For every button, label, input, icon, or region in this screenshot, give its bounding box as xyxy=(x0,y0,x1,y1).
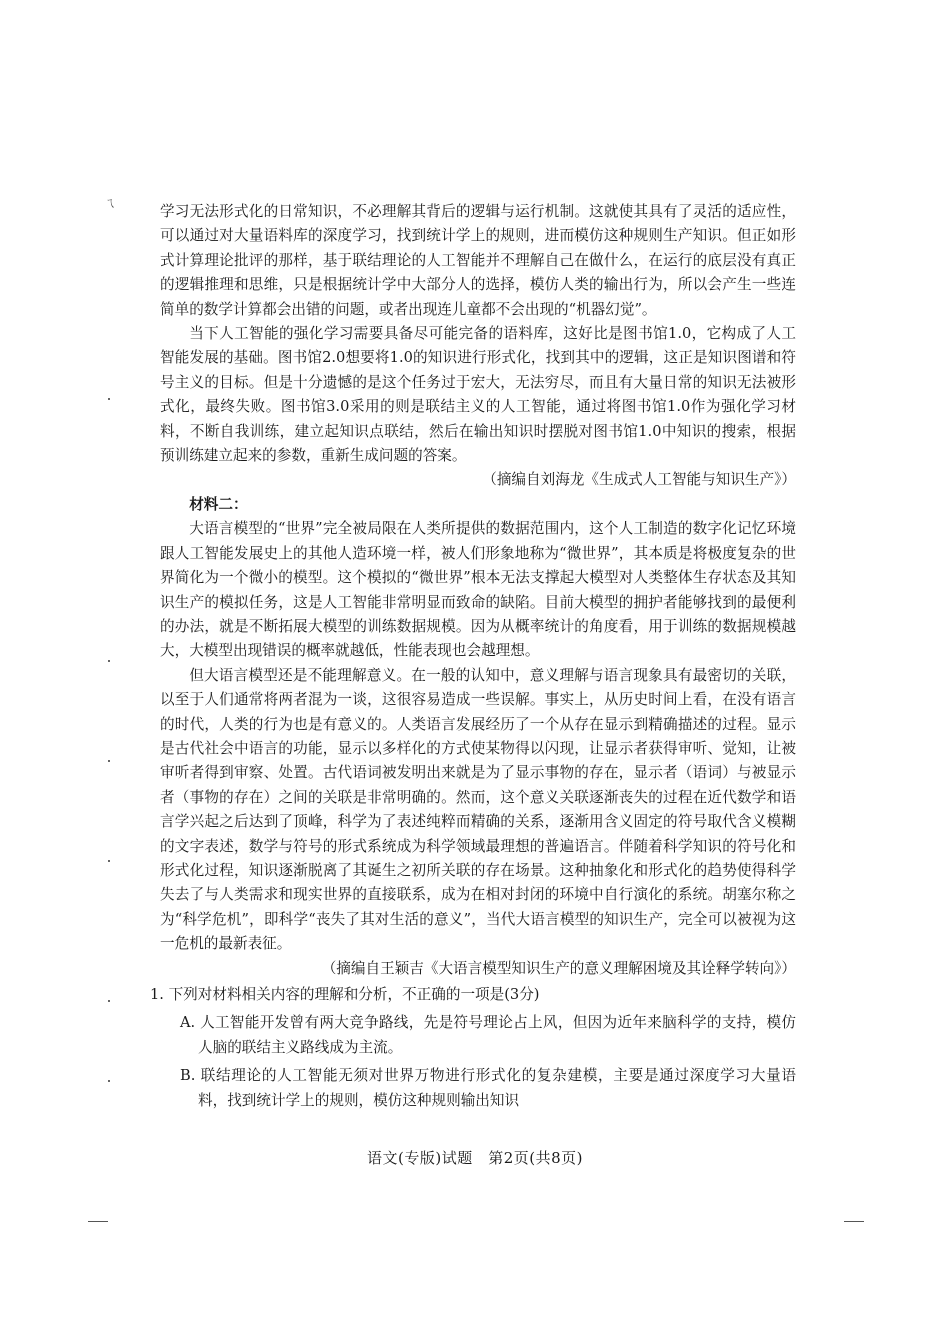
material-two-paragraph: 大语言模型的“世界”完全被局限在人类所提供的数据范围内，这个人工制造的数字化记忆环境跟人工智能发展史上的其他人造环境一样，被人们形象地称为“微世界”，其本质是将极度复杂的世界简化为一个微小的模型。这个模拟的“微世界”根本无法支撑起大模型对人类整体生存状态及其知识生产的模拟任务，这是人工智能非常明显而致命的缺陷。目前大模型的拥护者能够找到的最便利的办法，就是不断拓展大模型的训练数据规模。因为从概率统计的角度看，用于训练的数据规模越大，大模型出现错误的概率就越低，性能表现也会越理想。 xyxy=(160,520,796,660)
material-one-source: （摘编自刘海龙《生成式人工智能与知识生产》） xyxy=(482,471,796,489)
material-one-paragraph: 当下人工智能的强化学习需要具备尽可能完备的语料库，这好比是图书馆1.0，它构成了人工智能发展的基础。图书馆2.0想要将1.0的知识进行形式化，找到其中的逻辑，这正是知识图谱和符号主义的目标。但是十分遗憾的是这个任务过于宏大，无法穷尽，而且有大量日常的知识无法被形式化，最终失败。图书馆3.0采用的则是联结主义的人工智能，通过将图书馆1.0作为强化学习材料，不断自我训练，建立起知识点联结，然后在输出知识时摆脱对图书馆1.0中知识的搜索，根据预训练建立起来的参数，重新生成问题的答案。 xyxy=(160,325,796,465)
cut-line-right xyxy=(844,1221,864,1222)
cut-line-left xyxy=(88,1221,108,1222)
margin-mark: ㄟ xyxy=(104,196,117,210)
material-two-heading: 材料二： xyxy=(189,495,248,513)
margin-dot xyxy=(108,760,110,762)
margin-dot xyxy=(108,660,110,662)
page-footer: 语文(专版)试题 第2页(共8页) xyxy=(367,1149,583,1167)
question-1-option-a: A. 人工智能开发曾有两大竞争路线，先是符号理论占上风，但因为近年来脑科学的支持，模仿人脑的联结主义路线成为主流。 xyxy=(180,1014,796,1056)
question-1-stem: 1. 下列对材料相关内容的理解和分析，不正确的一项是(3分) xyxy=(150,986,540,1003)
material-two-source: （摘编自王颖吉《大语言模型知识生产的意义理解困境及其诠释学转向》） xyxy=(321,959,796,977)
margin-dot xyxy=(108,1000,110,1002)
material-one-paragraph: 学习无法形式化的日常知识，不必理解其背后的逻辑与运行机制。这就使其具有了灵活的适应性，可以通过对大量语料库的深度学习，找到统计学上的规则，进而模仿这种规则生产知识。但正如形式计算理论批评的那样，基于联结理论的人工智能并不理解自己在做什么，在运行的底层没有真正的逻辑推理和思维，只是根据统计学中大部分人的选择，模仿人类的输出行为，所以会产生一些连简单的数学计算都会出错的问题，或者出现连儿童都不会出现的“机器幻觉”。 xyxy=(160,203,796,318)
material-two-paragraph: 但大语言模型还是不能理解意义。在一般的认知中，意义理解与语言现象具有最密切的关联，以至于人们通常将两者混为一谈，这很容易造成一些误解。事实上，从历史时间上看，在没有语言的时代，人类的行为也是有意义的。人类语言发展经历了一个从存在显示到精确描述的过程。显示是古代社会中语言的功能，显示以多样化的方式使某物得以闪现，让显示者获得审听、觉知，让被审听者得到审察、处置。古代语词被发明出来就是为了显示事物的存在，显示者（语词）与被显示者（事物的存在）之间的关联是非常明确的。然而，这个意义关联逐渐丧失的过程在近代数学和语言学兴起之后达到了顶峰，科学为了表述纯粹而精确的关系，逐渐用含义固定的符号取代含义模糊的文字表述，数学与符号的形式系统成为科学领域最理想的普遍语言。伴随着科学知识的符号化和形式化过程，知识逐渐脱离了其诞生之初所关联的存在场景。这种抽象化和形式化的趋势使得科学失去了与人类需求和现实世界的直接联系，成为在相对封闭的环境中自行演化的系统。胡塞尔称之为“科学危机”，即科学“丧失了其对生活的意义”，当代大语言模型的知识生产，完全可以被视为这一危机的最新表征。 xyxy=(160,666,796,953)
question-1-option-b: B. 联结理论的人工智能无须对世界万物进行形式化的复杂建模，主要是通过深度学习大量语料，找到统计学上的规则，模仿这种规则输出知识 xyxy=(180,1067,796,1109)
margin-dot xyxy=(108,1080,110,1082)
main-text xyxy=(150,200,796,1113)
margin-dot xyxy=(108,398,110,400)
margin-dot xyxy=(108,860,110,862)
